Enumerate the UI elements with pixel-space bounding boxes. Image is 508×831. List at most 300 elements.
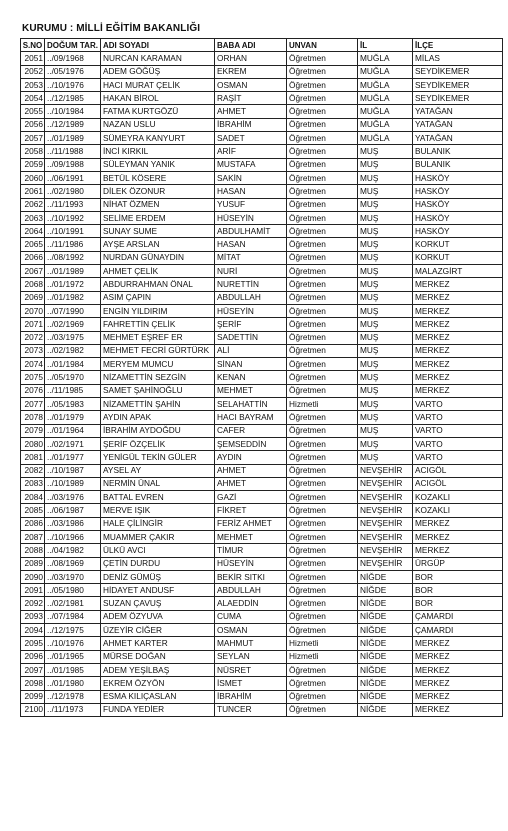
cell-title: Öğretmen (287, 424, 358, 437)
cell-title: Öğretmen (287, 557, 358, 570)
cell-title: Öğretmen (287, 384, 358, 397)
cell-sno: 2053 (21, 78, 45, 91)
cell-sno: 2071 (21, 318, 45, 331)
cell-sno: 2089 (21, 557, 45, 570)
cell-district: SEYDİKEMER (413, 65, 503, 78)
cell-province: MUŞ (358, 384, 413, 397)
cell-district: ACIGÖL (413, 464, 503, 477)
column-header-title: UNVAN (287, 39, 358, 52)
cell-title: Hizmetli (287, 398, 358, 411)
cell-sno: 2054 (21, 92, 45, 105)
cell-sno: 2085 (21, 504, 45, 517)
cell-sno: 2100 (21, 703, 45, 716)
cell-title: Öğretmen (287, 464, 358, 477)
column-header-sno: S.NO (21, 39, 45, 52)
cell-birth-date: ../02/1969 (45, 318, 101, 331)
cell-birth-date: ../05/1980 (45, 584, 101, 597)
cell-full-name: EKREM ÖZYÖN (101, 677, 215, 690)
cell-district: MERKEZ (413, 371, 503, 384)
cell-province: NEVŞEHİR (358, 464, 413, 477)
cell-birth-date: ../01/1989 (45, 265, 101, 278)
table-row (21, 384, 503, 397)
table-row (21, 398, 503, 411)
cell-full-name: NİZAMETTİN SEZGİN (101, 371, 215, 384)
cell-title: Öğretmen (287, 530, 358, 543)
cell-birth-date: ../10/1987 (45, 464, 101, 477)
cell-title: Öğretmen (287, 411, 358, 424)
cell-district: MERKEZ (413, 517, 503, 530)
cell-full-name: ŞERİF ÖZÇELİK (101, 437, 215, 450)
cell-full-name: ÜLKÜ AVCI (101, 544, 215, 557)
cell-father-name: AYDIN (215, 451, 287, 464)
cell-father-name: FERİZ AHMET (215, 517, 287, 530)
cell-father-name: HÜSEYİN (215, 211, 287, 224)
cell-full-name: ESMA KILIÇASLAN (101, 690, 215, 703)
cell-full-name: MEHMET EŞREF ER (101, 331, 215, 344)
cell-birth-date: ../04/1982 (45, 544, 101, 557)
cell-birth-date: ../09/1988 (45, 158, 101, 171)
cell-full-name: BETÜL KÖSERE (101, 171, 215, 184)
cell-father-name: CUMA (215, 610, 287, 623)
cell-province: NEVŞEHİR (358, 557, 413, 570)
cell-full-name: NİZAMETTİN ŞAHİN (101, 398, 215, 411)
cell-sno: 2065 (21, 238, 45, 251)
cell-province: NİĞDE (358, 690, 413, 703)
cell-father-name: ALİ (215, 344, 287, 357)
cell-father-name: TİMUR (215, 544, 287, 557)
cell-title: Öğretmen (287, 185, 358, 198)
cell-birth-date: ../07/1984 (45, 610, 101, 623)
cell-birth-date: ../03/1975 (45, 331, 101, 344)
cell-birth-date: ../06/1987 (45, 504, 101, 517)
cell-full-name: HALE ÇİLİNGİR (101, 517, 215, 530)
cell-title: Öğretmen (287, 118, 358, 131)
cell-full-name: HAKAN BİROL (101, 92, 215, 105)
cell-district: MERKEZ (413, 384, 503, 397)
cell-full-name: DİLEK ÖZONUR (101, 185, 215, 198)
cell-district: MERKEZ (413, 703, 503, 716)
cell-birth-date: ../11/1985 (45, 384, 101, 397)
cell-sno: 2074 (21, 358, 45, 371)
table-row (21, 597, 503, 610)
cell-sno: 2075 (21, 371, 45, 384)
cell-full-name: SUNAY SUME (101, 225, 215, 238)
cell-title: Öğretmen (287, 278, 358, 291)
cell-birth-date: ../12/1978 (45, 690, 101, 703)
cell-full-name: AHMET ÇELİK (101, 265, 215, 278)
table-row (21, 238, 503, 251)
cell-province: MUŞ (358, 158, 413, 171)
cell-father-name: HASAN (215, 185, 287, 198)
cell-province: NİĞDE (358, 663, 413, 676)
cell-title: Öğretmen (287, 358, 358, 371)
cell-sno: 2093 (21, 610, 45, 623)
table-body (21, 52, 503, 717)
table-row (21, 344, 503, 357)
cell-father-name: SİNAN (215, 358, 287, 371)
cell-province: NİĞDE (358, 584, 413, 597)
cell-sno: 2061 (21, 185, 45, 198)
column-header-full-name: ADI SOYADI (101, 39, 215, 52)
cell-district: VARTO (413, 411, 503, 424)
cell-father-name: NÜSRET (215, 663, 287, 676)
cell-father-name: GAZİ (215, 491, 287, 504)
cell-title: Öğretmen (287, 677, 358, 690)
cell-father-name: HACI BAYRAM (215, 411, 287, 424)
cell-title: Öğretmen (287, 171, 358, 184)
cell-sno: 2069 (21, 291, 45, 304)
cell-district: VARTO (413, 451, 503, 464)
cell-father-name: AHMET (215, 464, 287, 477)
cell-father-name: MİTAT (215, 251, 287, 264)
cell-title: Öğretmen (287, 158, 358, 171)
table-row (21, 331, 503, 344)
cell-birth-date: ../08/1992 (45, 251, 101, 264)
cell-birth-date: ../03/1970 (45, 570, 101, 583)
cell-birth-date: ../01/1985 (45, 663, 101, 676)
column-header-district: İLÇE (413, 39, 503, 52)
cell-sno: 2090 (21, 570, 45, 583)
records-table (20, 38, 503, 717)
cell-sno: 2086 (21, 517, 45, 530)
cell-title: Öğretmen (287, 624, 358, 637)
cell-father-name: AHMET (215, 105, 287, 118)
cell-title: Öğretmen (287, 371, 358, 384)
cell-full-name: NURCAN KARAMAN (101, 52, 215, 65)
cell-district: BOR (413, 570, 503, 583)
cell-sno: 2059 (21, 158, 45, 171)
cell-father-name: ORHAN (215, 52, 287, 65)
cell-birth-date: ../10/1989 (45, 477, 101, 490)
cell-sno: 2092 (21, 597, 45, 610)
cell-father-name: NURİ (215, 265, 287, 278)
cell-district: MERKEZ (413, 530, 503, 543)
cell-birth-date: ../03/1976 (45, 491, 101, 504)
cell-province: MUŞ (358, 437, 413, 450)
cell-full-name: SELİME ERDEM (101, 211, 215, 224)
cell-title: Öğretmen (287, 211, 358, 224)
cell-full-name: NAZAN USLU (101, 118, 215, 131)
cell-full-name: ABDURRAHMAN ÖNAL (101, 278, 215, 291)
cell-province: MUŞ (358, 304, 413, 317)
cell-sno: 2097 (21, 663, 45, 676)
cell-title: Öğretmen (287, 251, 358, 264)
cell-title: Öğretmen (287, 238, 358, 251)
cell-title: Öğretmen (287, 132, 358, 145)
cell-sno: 2057 (21, 132, 45, 145)
cell-title: Hizmetli (287, 637, 358, 650)
cell-full-name: ENGİN YILDIRIM (101, 304, 215, 317)
page-title: KURUMU : MİLLİ EĞİTİM BAKANLIĞI (22, 23, 201, 34)
cell-full-name: MÜRSE DOĞAN (101, 650, 215, 663)
cell-father-name: MAHMUT (215, 637, 287, 650)
table-row (21, 278, 503, 291)
cell-district: VARTO (413, 437, 503, 450)
cell-title: Öğretmen (287, 145, 358, 158)
cell-title: Öğretmen (287, 451, 358, 464)
cell-province: NEVŞEHİR (358, 477, 413, 490)
cell-birth-date: ../03/1986 (45, 517, 101, 530)
cell-sno: 2064 (21, 225, 45, 238)
cell-sno: 2058 (21, 145, 45, 158)
cell-district: HASKÖY (413, 198, 503, 211)
cell-father-name: SEYLAN (215, 650, 287, 663)
cell-title: Öğretmen (287, 65, 358, 78)
cell-district: KORKUT (413, 251, 503, 264)
cell-province: NİĞDE (358, 597, 413, 610)
cell-title: Öğretmen (287, 225, 358, 238)
cell-province: MUŞ (358, 358, 413, 371)
cell-father-name: İBRAHİM (215, 118, 287, 131)
cell-title: Öğretmen (287, 105, 358, 118)
cell-father-name: ŞEMSEDDİN (215, 437, 287, 450)
cell-title: Öğretmen (287, 78, 358, 91)
cell-sno: 2072 (21, 331, 45, 344)
cell-birth-date: ../02/1982 (45, 344, 101, 357)
cell-full-name: NİHAT ÖZMEN (101, 198, 215, 211)
cell-birth-date: ../05/1976 (45, 65, 101, 78)
cell-province: NEVŞEHİR (358, 517, 413, 530)
cell-father-name: SADETTİN (215, 331, 287, 344)
cell-birth-date: ../09/1968 (45, 52, 101, 65)
cell-full-name: MUAMMER ÇAKIR (101, 530, 215, 543)
cell-title: Öğretmen (287, 597, 358, 610)
cell-full-name: FUNDA YEDİER (101, 703, 215, 716)
table-row (21, 504, 503, 517)
table-row (21, 703, 503, 716)
cell-birth-date: ../12/1989 (45, 118, 101, 131)
cell-sno: 2055 (21, 105, 45, 118)
cell-title: Öğretmen (287, 663, 358, 676)
cell-father-name: ABDULLAH (215, 584, 287, 597)
cell-full-name: İNCİ KIRKIL (101, 145, 215, 158)
table-row (21, 584, 503, 597)
cell-full-name: BATTAL EVREN (101, 491, 215, 504)
cell-father-name: ALAEDDİN (215, 597, 287, 610)
cell-sno: 2081 (21, 451, 45, 464)
cell-father-name: FİKRET (215, 504, 287, 517)
column-header-father-name: BABA ADI (215, 39, 287, 52)
cell-district: MERKEZ (413, 358, 503, 371)
cell-father-name: RAŞİT (215, 92, 287, 105)
cell-province: MUĞLA (358, 92, 413, 105)
cell-sno: 2082 (21, 464, 45, 477)
cell-birth-date: ../11/1973 (45, 703, 101, 716)
cell-title: Öğretmen (287, 544, 358, 557)
cell-title: Öğretmen (287, 491, 358, 504)
cell-birth-date: ../11/1988 (45, 145, 101, 158)
cell-district: HASKÖY (413, 171, 503, 184)
cell-full-name: AYSEL AY (101, 464, 215, 477)
cell-full-name: MERYEM MUMCU (101, 358, 215, 371)
cell-father-name: MEHMET (215, 530, 287, 543)
cell-full-name: İBRAHİM AYDOĞDU (101, 424, 215, 437)
cell-province: MUĞLA (358, 78, 413, 91)
cell-full-name: SUZAN ÇAVUŞ (101, 597, 215, 610)
cell-sno: 2083 (21, 477, 45, 490)
cell-title: Öğretmen (287, 331, 358, 344)
cell-district: ÇAMARDI (413, 610, 503, 623)
table-row (21, 491, 503, 504)
cell-birth-date: ../10/1991 (45, 225, 101, 238)
cell-sno: 2094 (21, 624, 45, 637)
table-row (21, 464, 503, 477)
cell-title: Öğretmen (287, 265, 358, 278)
cell-full-name: NERMİN ÜNAL (101, 477, 215, 490)
cell-province: MUĞLA (358, 52, 413, 65)
cell-birth-date: ../01/1979 (45, 411, 101, 424)
cell-title: Öğretmen (287, 517, 358, 530)
cell-district: MERKEZ (413, 690, 503, 703)
cell-province: MUŞ (358, 278, 413, 291)
cell-province: NİĞDE (358, 650, 413, 663)
cell-sno: 2088 (21, 544, 45, 557)
cell-province: MUŞ (358, 318, 413, 331)
cell-birth-date: ../10/1984 (45, 105, 101, 118)
cell-father-name: MUSTAFA (215, 158, 287, 171)
table-row (21, 265, 503, 278)
cell-province: MUĞLA (358, 65, 413, 78)
cell-title: Öğretmen (287, 584, 358, 597)
cell-father-name: EKREM (215, 65, 287, 78)
cell-province: MUŞ (358, 371, 413, 384)
cell-district: BOR (413, 584, 503, 597)
table-row (21, 437, 503, 450)
cell-district: HASKÖY (413, 185, 503, 198)
cell-birth-date: ../01/1964 (45, 424, 101, 437)
table-row (21, 424, 503, 437)
table-row (21, 158, 503, 171)
cell-province: MUŞ (358, 398, 413, 411)
cell-district: YATAĞAN (413, 105, 503, 118)
cell-full-name: YENİGÜL TEKİN GÜLER (101, 451, 215, 464)
cell-full-name: HİDAYET ANDUSF (101, 584, 215, 597)
cell-province: MUĞLA (358, 118, 413, 131)
cell-title: Öğretmen (287, 610, 358, 623)
cell-birth-date: ../07/1990 (45, 304, 101, 317)
cell-sno: 2084 (21, 491, 45, 504)
cell-sno: 2060 (21, 171, 45, 184)
cell-birth-date: ../06/1991 (45, 171, 101, 184)
table-row (21, 637, 503, 650)
cell-province: NİĞDE (358, 703, 413, 716)
cell-birth-date: ../01/1989 (45, 132, 101, 145)
cell-father-name: SADET (215, 132, 287, 145)
cell-title: Öğretmen (287, 52, 358, 65)
cell-father-name: SELAHATTİN (215, 398, 287, 411)
cell-birth-date: ../10/1992 (45, 211, 101, 224)
cell-province: NEVŞEHİR (358, 530, 413, 543)
cell-full-name: ADEM GÖĞÜŞ (101, 65, 215, 78)
cell-sno: 2062 (21, 198, 45, 211)
cell-province: MUŞ (358, 251, 413, 264)
cell-district: MERKEZ (413, 331, 503, 344)
cell-full-name: SÜLEYMAN YANIK (101, 158, 215, 171)
cell-district: MERKEZ (413, 544, 503, 557)
table-row (21, 92, 503, 105)
table-row (21, 171, 503, 184)
cell-father-name: SAKİN (215, 171, 287, 184)
cell-sno: 2078 (21, 411, 45, 424)
cell-full-name: SÜMEYRA KANYURT (101, 132, 215, 145)
cell-sno: 2063 (21, 211, 45, 224)
cell-sno: 2095 (21, 637, 45, 650)
cell-province: NEVŞEHİR (358, 544, 413, 557)
cell-province: NİĞDE (358, 624, 413, 637)
cell-title: Öğretmen (287, 92, 358, 105)
cell-district: ÜRGÜP (413, 557, 503, 570)
cell-sno: 2067 (21, 265, 45, 278)
cell-district: SEYDİKEMER (413, 78, 503, 91)
cell-birth-date: ../02/1971 (45, 437, 101, 450)
cell-birth-date: ../02/1980 (45, 185, 101, 198)
cell-province: MUŞ (358, 145, 413, 158)
cell-district: MERKEZ (413, 344, 503, 357)
table-row (21, 570, 503, 583)
cell-title: Öğretmen (287, 437, 358, 450)
cell-district: MERKEZ (413, 637, 503, 650)
cell-father-name: OSMAN (215, 624, 287, 637)
cell-birth-date: ../05/1970 (45, 371, 101, 384)
cell-province: NİĞDE (358, 610, 413, 623)
cell-province: MUŞ (358, 238, 413, 251)
cell-district: MERKEZ (413, 318, 503, 331)
cell-birth-date: ../01/1982 (45, 291, 101, 304)
table-row (21, 291, 503, 304)
cell-sno: 2056 (21, 118, 45, 131)
table-row (21, 132, 503, 145)
cell-sno: 2077 (21, 398, 45, 411)
table-row (21, 411, 503, 424)
table-row (21, 105, 503, 118)
cell-district: BOR (413, 597, 503, 610)
cell-full-name: AHMET KARTER (101, 637, 215, 650)
table-row (21, 198, 503, 211)
table-row (21, 118, 503, 131)
cell-district: MERKEZ (413, 291, 503, 304)
table-row (21, 211, 503, 224)
cell-father-name: CAFER (215, 424, 287, 437)
cell-province: NEVŞEHİR (358, 491, 413, 504)
cell-district: HASKÖY (413, 225, 503, 238)
cell-title: Hizmetli (287, 650, 358, 663)
table-row (21, 624, 503, 637)
cell-title: Öğretmen (287, 504, 358, 517)
cell-sno: 2079 (21, 424, 45, 437)
cell-title: Öğretmen (287, 318, 358, 331)
cell-sno: 2091 (21, 584, 45, 597)
cell-father-name: İSMET (215, 677, 287, 690)
cell-full-name: ÇETİN DURDU (101, 557, 215, 570)
cell-birth-date: ../01/1984 (45, 358, 101, 371)
cell-province: MUĞLA (358, 105, 413, 118)
table-row (21, 610, 503, 623)
table-row (21, 517, 503, 530)
cell-birth-date: ../10/1976 (45, 637, 101, 650)
cell-sno: 2096 (21, 650, 45, 663)
cell-father-name: MEHMET (215, 384, 287, 397)
cell-title: Öğretmen (287, 304, 358, 317)
cell-province: MUŞ (358, 198, 413, 211)
cell-birth-date: ../01/1977 (45, 451, 101, 464)
cell-full-name: MEHMET FECRİ GÜRTÜRK (101, 344, 215, 357)
cell-full-name: ÜZEYİR CİĞER (101, 624, 215, 637)
cell-district: MİLAS (413, 52, 503, 65)
cell-district: BULANIK (413, 158, 503, 171)
cell-sno: 2080 (21, 437, 45, 450)
column-header-birth-date: DOĞUM TAR. (45, 39, 101, 52)
cell-title: Öğretmen (287, 291, 358, 304)
